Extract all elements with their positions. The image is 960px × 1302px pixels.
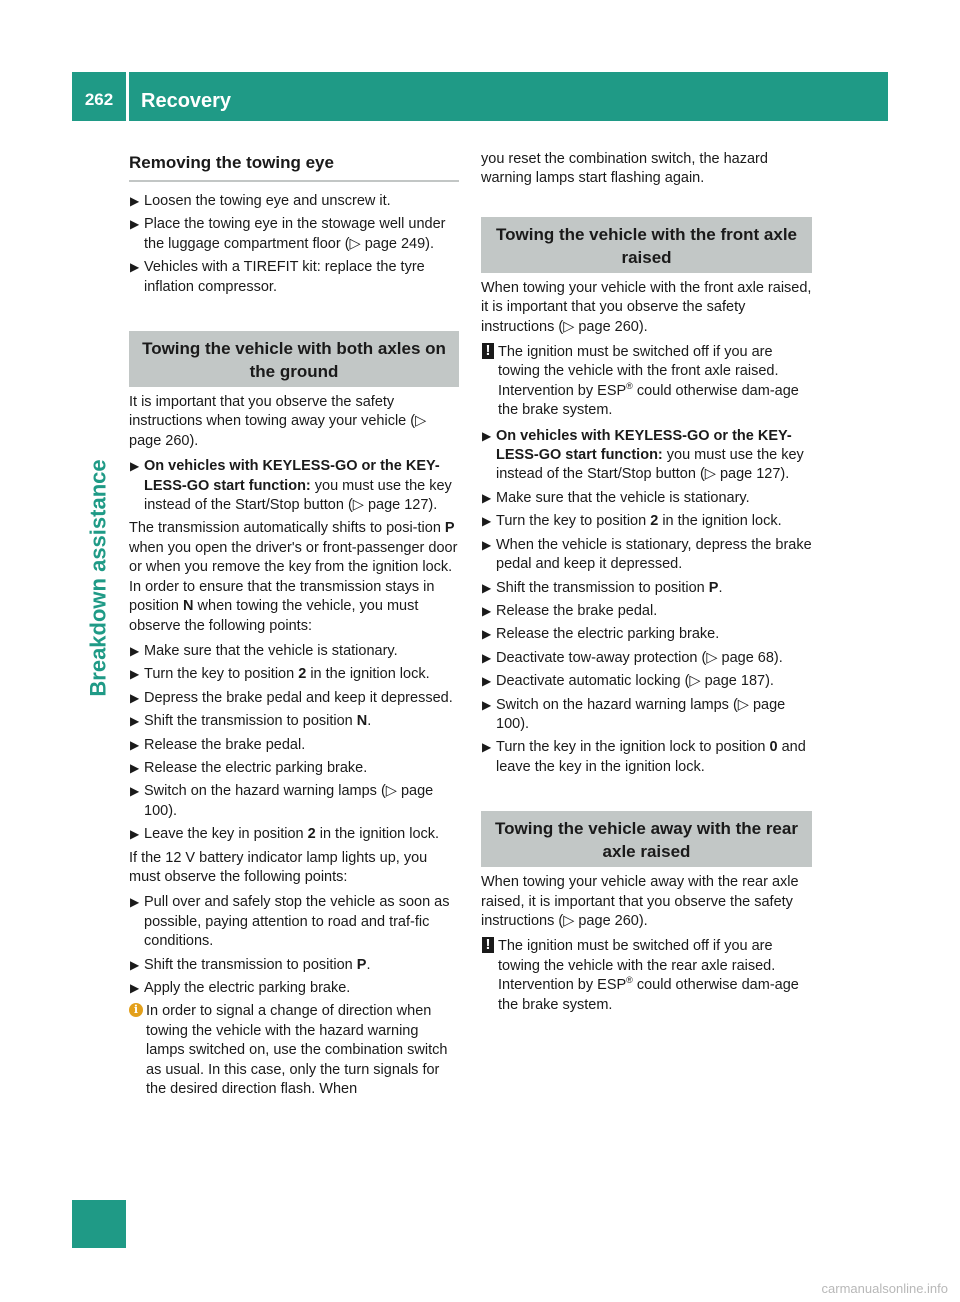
list-item: ▶ Release the brake pedal.	[482, 602, 658, 619]
info-icon: i	[129, 1003, 143, 1017]
step-arrow-icon: ▶	[482, 580, 492, 595]
list-item: ▶ On vehicles with KEYLESS-GO or the KEY-LESS-GO start function: you must use the key instead of the Start/Stop button (▷ page 127).	[482, 427, 804, 483]
step-arrow-icon: ▶	[482, 490, 492, 505]
step-arrow-icon: ▶	[130, 714, 140, 729]
list-item: ▶ Turn the key in the ignition lock to position 0 and leave the key in the ignition lock.	[482, 739, 806, 775]
header-separator	[126, 72, 129, 121]
warning-icon: !	[482, 937, 494, 953]
heading-removing-towing-eye: Removing the towing eye	[129, 150, 459, 182]
step-arrow-icon: ▶	[482, 674, 492, 689]
step-arrow-icon: ▶	[130, 957, 140, 972]
warning-icon: !	[482, 343, 494, 359]
step-arrow-icon: ▶	[482, 537, 492, 552]
list-item: ▶ Release the electric parking brake.	[482, 626, 720, 643]
list-item: ▶ Shift the transmission to position P.	[482, 579, 723, 596]
paragraph: It is important that you observe the safety instructions when towing away your vehicle (▷ page 260).	[129, 394, 427, 449]
step-arrow-icon: ▶	[130, 760, 140, 775]
list-item: ▶ Deactivate automatic locking (▷ page 187).	[482, 673, 774, 690]
step-arrow-icon: ▶	[130, 895, 140, 910]
paragraph: The transmission automatically shifts to posi-tion P when you open the driver's or front-passenger door or when you remove the key from the ignition lock. In order to ensure that the transmission stays in position N when towing the vehicle, you must observe the following points:	[129, 520, 458, 634]
step-arrow-icon: ▶	[130, 737, 140, 752]
right-column	[481, 150, 812, 1021]
list-item: ▶ Vehicles with a TIREFIT kit: replace the tyre inflation compressor.	[130, 259, 425, 295]
list-item: ▶ Turn the key to position 2 in the ignition lock.	[482, 513, 782, 530]
step-arrow-icon: ▶	[482, 627, 492, 642]
list-item: ▶ Switch on the hazard warning lamps (▷ page 100).	[482, 696, 786, 732]
chapter-side-label	[73, 445, 125, 710]
list-item: ▶ Leave the key in position 2 in the ignition lock.	[130, 826, 440, 843]
step-arrow-icon: ▶	[482, 603, 492, 618]
list-item: ▶ Place the towing eye in the stowage well under the luggage compartment floor (▷ page 249).	[130, 216, 446, 252]
info-note: i In order to signal a change of direction when towing the vehicle with the hazard warning lamps switched on, use the combination switch as usual. In this case, only the turn signals for the desired direction flash. When	[129, 1002, 459, 1099]
section-title: Recovery	[141, 90, 232, 112]
list-item: ▶ Deactivate tow-away protection (▷ page 68).	[482, 649, 783, 666]
list-item: ▶ Make sure that the vehicle is stationary.	[130, 642, 398, 659]
step-arrow-icon: ▶	[482, 650, 492, 665]
step-arrow-icon: ▶	[482, 514, 492, 529]
chapter-side-label-text: Breakdown assistance	[86, 458, 112, 697]
step-arrow-icon: ▶	[130, 827, 140, 842]
step-arrow-icon: ▶	[130, 459, 140, 474]
list-item: ▶ Apply the electric parking brake.	[130, 980, 351, 996]
heading-front-axle: Towing the vehicle with the front axle raised	[481, 217, 812, 273]
warning-note: ! The ignition must be switched off if you are towing the vehicle with the front axle raised. Intervention by ESP® could otherwise dam-age the brake system.	[481, 343, 812, 421]
step-arrow-icon: ▶	[482, 697, 492, 712]
list-item: ▶ Make sure that the vehicle is stationary.	[482, 489, 750, 506]
step-arrow-icon: ▶	[482, 740, 492, 755]
heading-rear-axle: Towing the vehicle away with the rear axle raised	[481, 811, 812, 867]
page-number: 262	[84, 90, 114, 109]
paragraph: you reset the combination switch, the hazard warning lamps start flashing again.	[481, 151, 768, 187]
step-arrow-icon: ▶	[130, 667, 140, 682]
step-arrow-icon: ▶	[130, 260, 140, 275]
list-item: ▶ Pull over and safely stop the vehicle as soon as possible, paying attention to road and traf-fic conditions.	[130, 894, 450, 950]
step-arrow-icon: ▶	[482, 428, 492, 443]
warning-note: ! The ignition must be switched off if you are towing the vehicle with the rear axle raised. Intervention by ESP® could otherwise dam-age the brake system.	[481, 937, 812, 1015]
paragraph: If the 12 V battery indicator lamp lights up, you must observe the following points:	[129, 849, 428, 885]
list-item: ▶ Release the brake pedal.	[130, 736, 306, 753]
heading-both-axles: Towing the vehicle with both axles on the ground	[129, 331, 459, 387]
step-arrow-icon: ▶	[130, 690, 140, 705]
list-item: ▶ Release the electric parking brake.	[130, 759, 368, 776]
chapter-side-tab	[72, 1200, 126, 1248]
list-item: ▶ On vehicles with KEYLESS-GO or the KEY-LESS-GO start function: you must use the key instead of the Start/Stop button (▷ page 127).	[130, 458, 452, 514]
list-item: ▶ Loosen the towing eye and unscrew it.	[130, 193, 391, 209]
list-item: ▶ Shift the transmission to position N.	[130, 713, 372, 730]
step-arrow-icon: ▶	[130, 217, 140, 232]
paragraph: When towing your vehicle with the front axle raised, it is important that you observe the safety instructions (▷ page 260).	[481, 279, 812, 335]
watermark: carmanualsonline.info	[821, 1281, 948, 1296]
paragraph: When towing your vehicle away with the rear axle raised, it is important that you observe the safety instructions (▷ page 260).	[481, 874, 799, 929]
list-item: ▶ Depress the brake pedal and keep it depressed.	[130, 689, 453, 706]
list-item: ▶ When the vehicle is stationary, depress the brake pedal and keep it depressed.	[482, 536, 812, 573]
step-arrow-icon: ▶	[130, 981, 140, 995]
step-arrow-icon: ▶	[130, 194, 140, 208]
list-item: ▶ Shift the transmission to position P.	[130, 956, 371, 973]
step-arrow-icon: ▶	[130, 643, 140, 658]
step-arrow-icon: ▶	[130, 784, 140, 799]
list-item: ▶ Switch on the hazard warning lamps (▷ page 100).	[130, 783, 434, 819]
list-item: ▶ Turn the key to position 2 in the ignition lock.	[130, 666, 430, 683]
left-column	[129, 150, 459, 1105]
